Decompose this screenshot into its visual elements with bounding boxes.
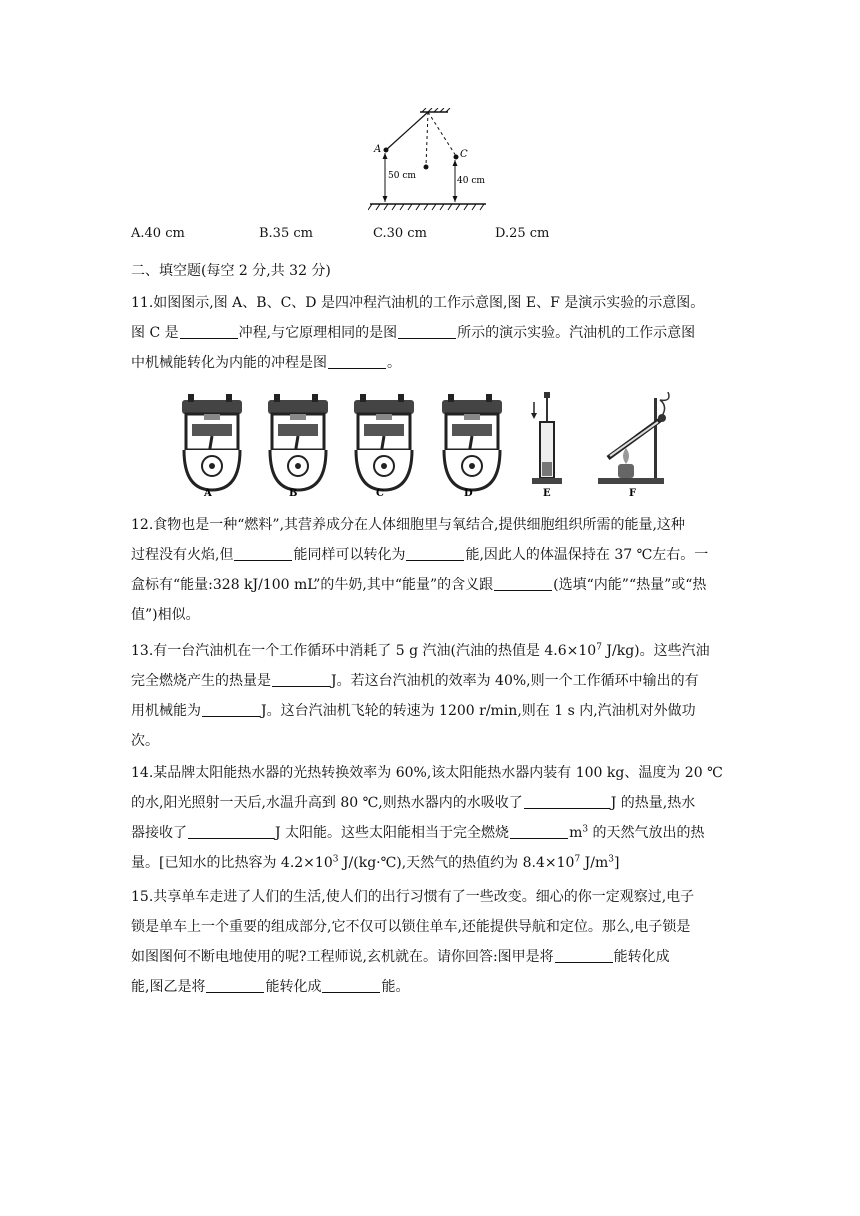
test-tube-stand (598, 392, 669, 484)
q15-line-3: 如图图何不断电地使用的呢?工程师说,玄机就在。请你回答:图甲是将 能转化成 (131, 949, 670, 965)
answer-blank[interactable] (524, 794, 610, 809)
answer-blank[interactable] (322, 978, 380, 993)
label-a: A (374, 144, 382, 155)
q13-line-3: 用机械能为 J。这台汽油机飞轮的转速为 1200 r/min,则在 1 s 内,汽油机对外做功 (131, 703, 696, 719)
fig-label-f: F (629, 488, 637, 498)
question-11 (131, 288, 731, 378)
q14-line-3: 器接收了 J 太阳能。这些太阳能相当于完全燃烧 $m^3$ 的天然气放出的热 (131, 824, 705, 841)
fig-label-a: A (204, 488, 212, 498)
q13-line-4: 次。 (131, 733, 159, 749)
q14-line-2: 的水,阳光照射一天后,水温升高到 80 ℃,则热水器内的水吸收了 J 的热量,热水 (131, 795, 696, 811)
q12-line-3: 盒标有“能量:328 kJ/100 mL”的牛奶,其中“能量”的含义跟 (选填“内能”“热量”或“热 (131, 577, 707, 593)
question-15 (131, 882, 731, 1002)
fig-label-c: C (376, 488, 384, 498)
answer-blank[interactable] (206, 978, 264, 993)
q15-line-4: 能,图乙是将 能转化成 能。 (131, 979, 410, 995)
section-title: 二、填空题(每空 2 分,共 32 分) (131, 263, 331, 279)
answer-blank[interactable] (328, 354, 386, 369)
q11-line-1: 11.如图图示,图 A、B、C、D 是四冲程汽油机的工作示意图,图 E、F 是演示实验的示意图。 (131, 295, 705, 311)
engine-d (442, 394, 502, 490)
q12-line-2: 过程没有火焰,但 能同样可以转化为 能,因此人的体温保持在 37 ℃左右。一 (131, 547, 709, 563)
q12-line-4: 值”)相似。 (131, 607, 200, 623)
fig-label-e: E (543, 488, 551, 498)
q12-line-1: 12.食物也是一种“燃料”,其营养成分在人体细胞里与氧结合,提供细胞组织所需的能量,这种 (131, 517, 685, 533)
q11-line-3: 中机械能转化为内能的冲程是图 。 (131, 355, 401, 371)
q13-line-2: 完全燃烧产生的热量是 J。若这台汽油机的效率为 40%,则一个工作循环中输出的有 (131, 673, 699, 689)
question-14 (131, 758, 731, 878)
answer-blank[interactable] (272, 672, 330, 687)
engine-a (182, 394, 242, 490)
q15-line-1: 15.共享单车走进了人们的生活,使人们的出行习惯有了一些改变。细心的你一定观察过,电子 (131, 889, 695, 905)
pendulum-figure (368, 108, 488, 214)
fig-label-d: D (464, 488, 473, 498)
answer-blank[interactable] (406, 546, 464, 561)
question-12 (131, 510, 731, 630)
q13-line-1: 13.有一台汽油机在一个工作循环中消耗了 5 g 汽油(汽油的热值是 $4.6\times 10^7$ J/kg)。这些汽油 (131, 642, 710, 659)
length-a-label: 50 cm (388, 171, 416, 181)
engine-diagrams (178, 392, 678, 498)
choice-d: D.25 cm (495, 226, 550, 241)
q14-line-1: 14.某品牌太阳能热水器的光热转换效率为 60%,该太阳能热水器内装有 100 kg、温度为 20 ℃ (131, 765, 723, 781)
engine-b (268, 394, 328, 490)
answer-blank[interactable] (234, 546, 292, 561)
choice-a: A.40 cm (131, 226, 185, 241)
answer-blank[interactable] (202, 702, 260, 717)
answer-blank[interactable] (555, 948, 613, 963)
answer-blank[interactable] (510, 824, 568, 839)
q15-line-2: 锁是单车上一个重要的组成部分,它不仅可以锁住单车,还能提供导航和定位。那么,电子锁是 (131, 919, 691, 935)
label-c: C (460, 149, 468, 160)
choice-row (131, 226, 731, 246)
length-c-label: 40 cm (457, 176, 485, 186)
answer-blank[interactable] (398, 324, 456, 339)
compression-syringe (531, 392, 562, 484)
engine-c (354, 394, 414, 490)
q14-line-4: 量。[已知水的比热容为 $4.2\times 10^3$ J/(kg·℃),天然气的热值约为 $8.4\times 10^7$ $J/m^3$] (131, 854, 620, 871)
answer-blank[interactable] (494, 576, 552, 591)
choice-c: C.30 cm (373, 226, 427, 241)
choice-b: B.35 cm (259, 226, 313, 241)
fig-label-b: B (289, 488, 298, 498)
answer-blank[interactable] (180, 324, 238, 339)
answer-blank[interactable] (188, 824, 274, 839)
question-13 (131, 636, 731, 756)
q11-line-2: 图 C 是 冲程,与它原理相同的是图 所示的演示实验。汽油机的工作示意图 (131, 325, 696, 341)
